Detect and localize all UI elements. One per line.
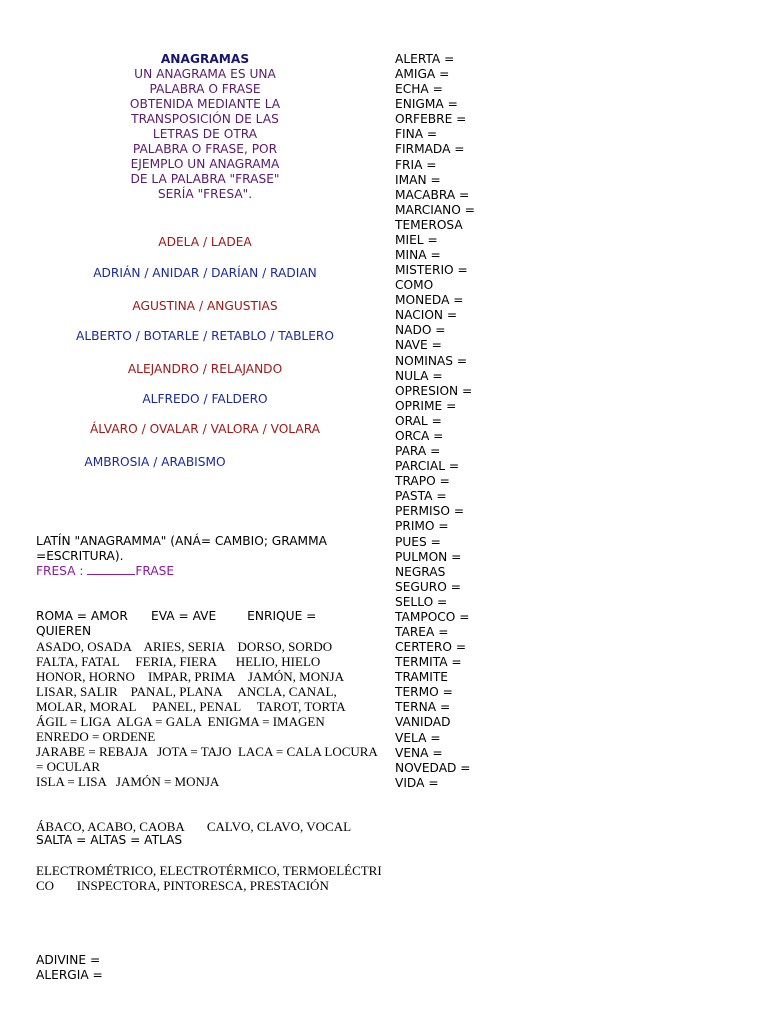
word-list-item: OPRESION =: [395, 383, 473, 398]
pairs-serif-line: JARABE = REBAJA JOTA = TAJO LACA = CALA LOCURA: [36, 744, 378, 759]
word-list-item: COMO: [395, 278, 434, 293]
salta-line: SALTA = ALTAS = ATLAS: [36, 833, 183, 847]
intro-line: PALABRA O FRASE: [149, 82, 261, 96]
pairs-serif-line: HONOR, HORNO IMPAR, PRIMA JAMÓN, MONJA: [36, 669, 344, 684]
word-list-item: FINA =: [395, 127, 438, 142]
word-list-item: NAVE =: [395, 338, 442, 353]
word-list-item: TRAPO =: [395, 474, 450, 489]
word-list-item: TEMEROSA: [395, 217, 463, 232]
word-list-item: VENA =: [395, 745, 443, 760]
page-title: ANAGRAMAS: [160, 52, 250, 66]
electro-line: ELECTROMÉTRICO, ELECTROTÉRMICO, TERMOELÉCTRI: [36, 863, 382, 878]
word-list-item: SEGURO =: [395, 579, 461, 594]
word-list-item: PULMON =: [395, 549, 462, 564]
word-list-item: MINA =: [395, 248, 441, 263]
word-list-item: MARCIANO =: [395, 202, 475, 217]
example-anagram: AMBROSIA / ARABISMO: [84, 455, 226, 469]
word-list-item: PERMISO =: [395, 504, 465, 519]
pairs-serif-line: = OCULAR: [36, 759, 101, 774]
example-anagram: AGUSTINA / ANGUSTIAS: [132, 299, 278, 313]
word-list-item: TERNA =: [395, 700, 451, 715]
fresa-example: [36, 564, 174, 579]
example-anagram: ADRIÁN / ANIDAR / DARÍAN / RADIAN: [93, 266, 317, 280]
word-list-item: VIDA =: [395, 775, 439, 790]
pairs-serif-line: ISLA = LISA JAMÓN = MONJA: [36, 774, 220, 789]
example-anagram: ALBERTO / BOTARLE / RETABLO / TABLERO: [76, 329, 334, 343]
example-anagram: ÁLVARO / OVALAR / VALORA / VOLARA: [89, 422, 321, 436]
example-anagram: ALEJANDRO / RELAJANDO: [127, 362, 283, 376]
pairs-serif-line: LISAR, SALIR PANAL, PLANA ANCLA, CANAL,: [36, 684, 337, 699]
intro-line: UN ANAGRAMA ES UNA: [134, 67, 276, 81]
word-list-item: NOMINAS =: [395, 353, 468, 368]
word-list-item: SELLO =: [395, 594, 448, 609]
word-list-item: OPRIME =: [395, 398, 457, 413]
word-list-item: NULA =: [395, 368, 443, 383]
word-list-item: VANIDAD: [395, 715, 451, 730]
word-list-item: FRIA =: [395, 157, 437, 172]
word-list-item: TRAMITE: [395, 670, 449, 685]
intro-line: PALABRA O FRASE, POR: [132, 142, 278, 156]
word-list-item: VELA =: [395, 730, 441, 745]
word-list-item: ORCA =: [395, 428, 444, 443]
word-list-item: TERMO =: [395, 685, 453, 700]
pairs-serif-line: ÁGIL = LIGA ALGA = GALA ENIGMA = IMAGEN: [36, 714, 325, 729]
word-list-item: PARCIAL =: [395, 459, 460, 474]
word-list-item: TERMITA =: [395, 655, 462, 670]
intro-block: [114, 52, 296, 202]
word-list-item: TAMPOCO =: [395, 609, 470, 624]
word-list-item: MIEL =: [395, 232, 438, 247]
intro-line: DE LA PALABRA "FRASE": [130, 172, 280, 186]
word-list-item: TAREA =: [395, 624, 449, 639]
word-list-item: AMIGA =: [395, 67, 450, 82]
word-list: [395, 52, 515, 791]
pairs-serif-line: FALTA, FATAL FERIA, FIERA HELIO, HIELO: [36, 654, 321, 669]
word-list-item: ENIGMA =: [395, 97, 458, 112]
word-list-item: NADO =: [395, 323, 446, 338]
word-list-item: FIRMADA =: [395, 142, 465, 157]
word-list-item: NACION =: [395, 308, 458, 323]
fresa-prefix: FRESA :: [36, 564, 88, 578]
word-list-item: ECHA =: [395, 82, 443, 97]
intro-line: SERÍA "FRESA".: [157, 187, 253, 201]
etymology-line: =ESCRITURA).: [36, 549, 124, 563]
word-list-item: PRIMO =: [395, 519, 449, 534]
word-list-item: MONEDA =: [395, 293, 464, 308]
word-list-item: PASTA =: [395, 489, 447, 504]
pairs-serif-line: MOLAR, MORAL PANEL, PENAL TAROT, TORTA: [36, 699, 346, 714]
intro-line: TRANSPOSICIÓN DE LAS: [131, 112, 279, 126]
word-list-item: ORAL =: [395, 413, 442, 428]
word-list-item: ALERTA =: [395, 52, 455, 66]
intro-line: OBTENIDA MEDIANTE LA: [129, 97, 281, 111]
intro-line: LETRAS DE OTRA: [152, 127, 258, 141]
etymology-line: LATÍN "ANAGRAMMA" (ANÁ= CAMBIO; GRAMMA: [36, 534, 327, 548]
word-list-item: ORFEBRE =: [395, 112, 467, 127]
pairs-line: ROMA = AMOR EVA = AVE ENRIQUE =: [36, 609, 317, 623]
electro-line: CO INSPECTORA, PINTORESCA, PRESTACIÓN: [36, 878, 329, 893]
word-list-item: CERTERO =: [395, 640, 467, 655]
word-list-item: PUES =: [395, 534, 441, 549]
abaco-line: ÁBACO, ACABO, CAOBA CALVO, CLAVO, VOCAL: [36, 819, 352, 834]
word-list-item: MISTERIO =: [395, 263, 468, 278]
fill-in-blank: [87, 564, 135, 575]
word-list-item: MACABRA =: [395, 187, 470, 202]
bottom-word: ADIVINE =: [36, 953, 101, 967]
bottom-word: ALERGIA =: [36, 968, 103, 982]
word-list-item: NEGRAS: [395, 564, 446, 579]
intro-line: EJEMPLO UN ANAGRAMA: [130, 157, 280, 171]
example-anagram: ADELA / LADEA: [158, 235, 252, 249]
pairs-serif-line: ENREDO = ORDENE: [36, 729, 156, 744]
word-list-item: IMAN =: [395, 172, 441, 187]
fresa-suffix: FRASE: [135, 564, 175, 578]
word-list-item: PARA =: [395, 444, 441, 459]
pairs-serif-line: ASADO, OSADA ARIES, SERIA DORSO, SORDO: [36, 639, 333, 654]
example-anagram: ALFREDO / FALDERO: [142, 392, 268, 406]
word-list-item: NOVEDAD =: [395, 760, 471, 775]
pairs-line: QUIEREN: [36, 624, 92, 638]
